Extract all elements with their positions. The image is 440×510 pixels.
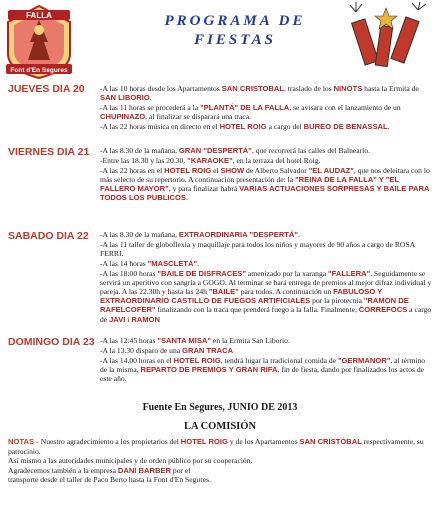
event-line (8, 437, 434, 456)
body-text: -A las 14 horas (100, 258, 148, 268)
body-text: Así mismo a las autoridades municipales y de orden público por su cooperación. (8, 456, 253, 466)
event-line (100, 122, 434, 131)
body-text: de Alberto Salvador (244, 165, 309, 175)
event-line (8, 466, 434, 476)
title-line-1: PROGRAMA DE (164, 13, 306, 29)
logo-text-top: FALLA (26, 11, 52, 20)
body-text: , traslado de los (284, 84, 334, 93)
highlight-text: CHUPINAZO (100, 112, 146, 122)
day-events-saturday (100, 230, 434, 324)
body-text: . (185, 193, 188, 203)
highlight-text: GRAN "DESPERTÁ" (178, 146, 252, 155)
body-text: i (125, 314, 132, 324)
highlight-text: BUREO DE BENASSAL (303, 122, 388, 131)
body-text: a cargo de (100, 305, 432, 324)
body-text: , y para finalizar habrá (168, 184, 240, 193)
body-text: para todos. A continuación un (238, 287, 334, 296)
highlight-text: SHOW (220, 165, 245, 175)
highlight-text: NINOTS (333, 84, 363, 93)
highlight-text: "REINA DE LA FALLA" Y "EL FALLERO MAYOR" (100, 174, 399, 193)
body-text: -A las 11 horas se procederá a la (100, 103, 201, 112)
body-text: en la Ermita San Liborio. (210, 336, 290, 345)
event-line (100, 230, 434, 239)
highlight-text: CORREFOCS (358, 305, 408, 315)
footer-date: Fuente En Segures, JUNIO DE 2013 (142, 402, 298, 413)
event-line (8, 475, 434, 485)
highlight-text: EXTRAORDINARIA "DESPERTÁ" (178, 230, 299, 239)
body-text: , tendrá lugar la tradicional comida de (220, 355, 338, 365)
event-line (100, 84, 434, 102)
body-text: -A las 22 horas música en directo en el (100, 122, 220, 131)
body-text: . (197, 258, 199, 268)
body-text: -A las 12:45 horas (100, 336, 158, 345)
body-text: y de los Apartamentos (227, 437, 300, 446)
body-text: finalizando con la traca que prenderá fuego a la falla. Finalmente, (155, 305, 359, 315)
body-text: amenizado por la xaranga (246, 268, 329, 278)
highlight-text: "PLANTÁ" DE LA FALLA (200, 103, 290, 112)
body-text: -A las 10 horas desde los Apartamentos (100, 84, 222, 93)
highlight-text: JAVI (109, 314, 126, 324)
body-text: -A las 14.00 horas en el (100, 355, 174, 365)
body-text: -A las 11 taller de globoflexia y maquillaje para todos los niños y mayores de 90 años a cargo de ROSA FERRI. (100, 239, 415, 258)
body-text: -A las 22 horas en el (100, 165, 165, 175)
body-text: . (298, 230, 300, 239)
body-text: , se avisara con el lanzamiento de un (289, 103, 401, 112)
event-line (100, 259, 434, 268)
firecracker-icon (336, 2, 436, 72)
body-text: por la pirotecnia (310, 296, 364, 306)
body-text: -A la 13.30 disparo de una (100, 345, 183, 355)
page-title (150, 12, 320, 50)
logo-text-bottom: Font d'En Segures (10, 67, 68, 74)
event-line (100, 346, 434, 355)
body-text: , al finalizar se disparará una traca. (145, 112, 251, 122)
highlight-text: HOTEL ROIG (180, 437, 228, 446)
event-line (100, 103, 434, 121)
day-events-sunday (100, 336, 434, 384)
event-line (100, 269, 434, 324)
body-text: , que recorrerá las calles del Balneario. (251, 146, 370, 155)
highlight-text: "FALLERA" (328, 268, 371, 278)
event-line (100, 166, 434, 203)
falla-logo (4, 2, 74, 80)
highlight-text: DANI BARBER (117, 465, 172, 475)
body-text: , fin de fiesta, dando por finalizados los actos de este año. (100, 364, 425, 383)
event-line (100, 336, 434, 345)
notes-label: NOTAS - (8, 437, 41, 446)
day-label-saturday: SABADO DIA 22 (8, 230, 89, 242)
highlight-text: "BAILE" (208, 287, 239, 296)
day-events-thursday (100, 84, 434, 132)
highlight-text: GRAN TRACA (182, 345, 234, 355)
body-text: , al término de la misma, (100, 355, 426, 374)
body-text: hasta la Ermita de (362, 84, 419, 93)
body-text: Agradecemos también a la empresa (8, 465, 118, 475)
highlight-text: HOTEL ROIG (173, 355, 221, 365)
body-text: -A las 18:00 horas (100, 268, 158, 278)
highlight-text: RAMON (131, 314, 161, 324)
highlight-text: "GERMANOR" (337, 355, 391, 365)
event-line (100, 146, 434, 155)
day-label-sunday: DOMINGO DIA 23 (8, 336, 95, 348)
highlight-text: HOTEL ROIG (164, 165, 212, 175)
body-text: -Entre las 18.30 y las 20.30, (100, 155, 188, 165)
highlight-text: FABULOSO Y EXTRAORDINARIO CASTILLO DE FUEGOS ARTIFICIALES (100, 287, 383, 306)
body-text: , en la terraza del hotel Roig. (232, 155, 321, 165)
highlight-text: VARIAS ACTUACIONES SORPRESAS Y BAILE PARA TODOS LOS PUBLICOS (100, 184, 430, 203)
highlight-text: HOTEL ROIG (219, 122, 267, 131)
highlight-text: "SANTA MISA" (157, 336, 211, 345)
body-text: . (387, 122, 390, 131)
event-line (100, 356, 434, 384)
event-line (8, 456, 434, 466)
highlight-text: SAN LIBORIO (100, 93, 150, 103)
title-line-2: FIESTAS (194, 32, 276, 48)
event-line (100, 240, 434, 258)
highlight-text: "BAILE DE DISFRACES" (157, 268, 247, 278)
day-label-friday: VIERNES DIA 21 (8, 146, 90, 158)
highlight-text: "RAMON DE RAFELCOFER" (100, 296, 409, 315)
body-text: por el (171, 465, 191, 475)
body-text: , que nos deleitara con lo más selecto de su repertorio. A continuación presentación de: la (100, 165, 430, 184)
body-text: . Seguidamente se servirá un aperitivo con sangría a GOGO. Al terminar se hará entrega de premios al mejor difraz individual y pareja. A las 22.30h y hasta las 24h (100, 268, 432, 296)
highlight-text: "MASCLETÁ" (147, 258, 198, 268)
notes-section (8, 437, 434, 485)
signature-comision: LA COMISIÓN (183, 421, 257, 432)
body-text: -A las 8.30 de la mañana, (100, 230, 179, 239)
body-text: . (149, 93, 152, 103)
highlight-text: "KARAOKE" (187, 155, 233, 165)
body-text: transporte desde el taller de Paco Berto hasta la Font d'En Segures. (8, 475, 211, 485)
highlight-text: REPARTO DE PREMIOS Y GRAN RIFA (140, 364, 278, 374)
body-text: respectivamente, su patrocinio. (8, 437, 424, 456)
body-text: el (211, 165, 221, 175)
day-label-thursday: JUEVES DIA 20 (8, 83, 85, 95)
highlight-text: SAN CRISTÓBAL (299, 437, 362, 446)
event-line (100, 156, 434, 165)
body-text: -A las 8.30 de la mañana, (100, 146, 179, 155)
day-events-friday (100, 146, 434, 203)
highlight-text: SAN CRISTOBAL (221, 84, 285, 93)
body-text: Nuestro agradecimiento a los propietarios del (40, 437, 181, 446)
highlight-text: "EL AUDAZ" (308, 165, 354, 175)
body-text: a cargo del (266, 122, 304, 131)
